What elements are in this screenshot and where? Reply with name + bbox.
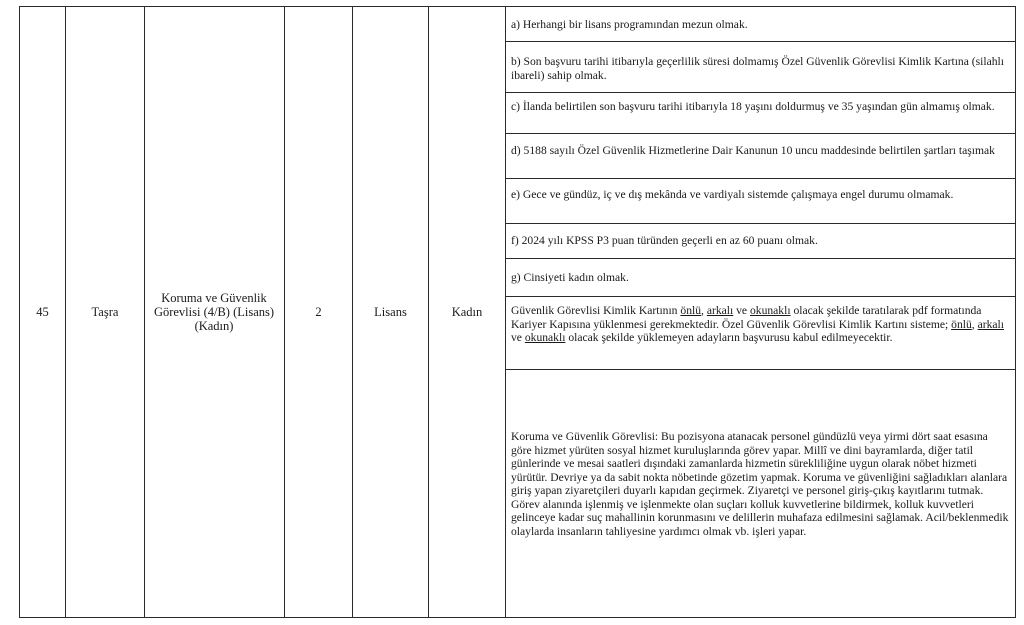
row-divider	[505, 258, 1016, 259]
requirement-item: b) Son başvuru tarihi itibarıyla geçerlilik süresi dolmamış Özel Güvenlik Görevlisi Kimlik Kartına (silahlı ibareli) sahip olmak.	[511, 55, 1004, 82]
requirement-item: a) Herhangi bir lisans programından mezun olmak.	[511, 18, 748, 31]
upload-note-text: ve	[733, 304, 750, 317]
upload-note-text: ,	[971, 317, 978, 331]
education-cell: Lisans	[374, 305, 407, 319]
upload-note-text: olacak şekilde yüklemeyen adayların başvurusu kabul edilmeyecektir.	[565, 331, 893, 344]
gender-cell: Kadın	[451, 305, 483, 319]
position-title-cell: Koruma ve Güvenlik Görevlisi (4/B) (Lisans)(Kadın)	[153, 291, 275, 333]
row-number: 45	[36, 305, 49, 319]
upload-note-text: ,	[701, 304, 707, 317]
upload-note-text: olacak şekilde taratılarak pdf formatında Kariyer Kapısına yüklenmesi gerekmektedir. Özel Güvenlik Görevlisi Kimlik Kartını sisteme;	[511, 304, 982, 331]
upload-note-text: ve	[511, 331, 525, 344]
row-divider	[505, 223, 1016, 224]
row-divider	[505, 178, 1016, 179]
row-divider	[505, 41, 1016, 42]
underlined-term: önlü	[680, 304, 702, 317]
upload-note-text: Güvenlik Görevlisi Kimlik Kartının	[511, 304, 681, 317]
underlined-term: arkalı	[706, 304, 734, 317]
row-divider	[505, 296, 1016, 297]
underlined-term: önlü	[951, 317, 972, 331]
row-divider	[505, 133, 1016, 134]
requirement-item: f) 2024 yılı KPSS P3 puan türünden geçerli en az 60 puanı olmak.	[511, 234, 818, 247]
requirement-item: e) Gece ve gündüz, iç ve dış mekânda ve vardiyalı sistemde çalışmaya engel durumu olmamak.	[511, 188, 954, 201]
underlined-term: arkalı	[977, 317, 1004, 331]
row-divider	[505, 92, 1016, 93]
column-divider	[505, 6, 506, 618]
requirement-item: g) Cinsiyeti kadın olmak.	[511, 271, 629, 284]
underlined-term: okunaklı	[524, 331, 566, 344]
upload-note	[511, 304, 1007, 345]
requirement-item: c) İlanda belirtilen son başvuru tarihi itibarıyla 18 yaşını doldurmuş ve 35 yaşından gün almamış olmak.	[511, 100, 995, 113]
job-description: Koruma ve Güvenlik Görevlisi: Bu pozisyona atanacak personel gündüzlü veya yirmi dört saat esasına göre hizmet yürüten sosyal hizmet kuruluşlarında görev yapar. Millî ve dini bayramlarda, diğer tatil günlerinde ve mesai saatleri dışındaki zamanlarda hizmetin sürekliliğine uygun olarak nöbet hizmeti yürütür. Devriye ya da sabit nokta nöbetinde gözetim yapmak. Koruma ve güvenliğini sağladıkları alanlara giriş yapan ziyaretçileri duyarlı kapıdan geçirmek. Ziyaretçi ve personel giriş-çıkış kayıtlarını tutmak. Görev alanında işlenmiş ve işlenmekte olan suçları kolluk kuvvetlerine bildirmek, kolluk kuvvetleri gelinceye kadar suç mahallinin korunmasını ve delillerin muhafaza edilmesini sağlamak. Acil/beklenmedik olaylarda insanların tahliyesine yardımcı olmak vb. işleri yapar.	[511, 430, 1009, 538]
row-divider	[505, 369, 1016, 370]
underlined-term: okunaklı	[749, 304, 791, 317]
column-divider	[144, 6, 145, 618]
quota-cell: 2	[315, 305, 322, 319]
requirement-item: d) 5188 sayılı Özel Güvenlik Hizmetlerine Dair Kanunun 10 uncu maddesinde belirtilen şartları taşımak	[511, 144, 995, 157]
location-cell: Taşra	[91, 305, 119, 319]
